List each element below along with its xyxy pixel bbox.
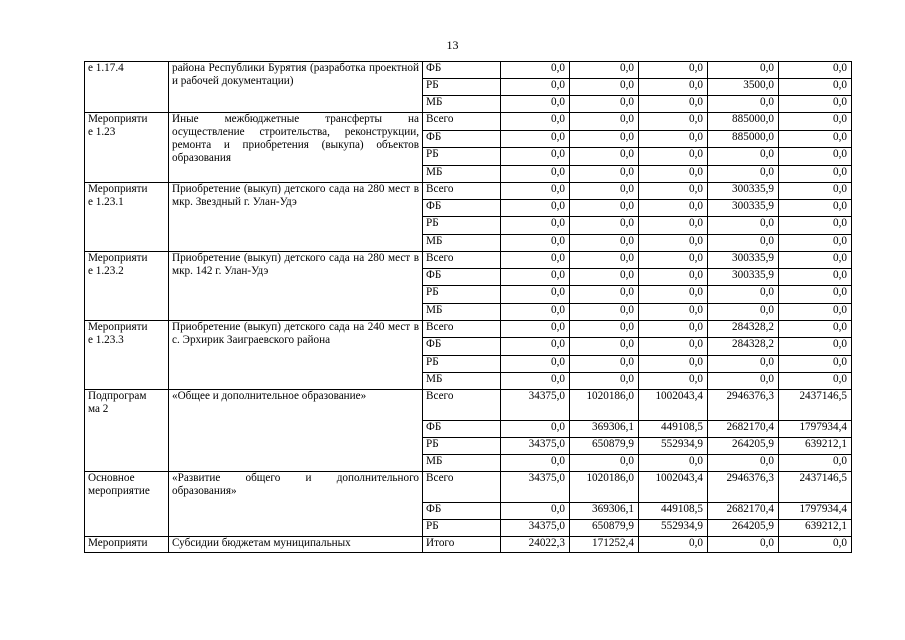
amount-cell: 449108,5: [639, 421, 708, 438]
item-code-cell: Мероприяти е 1.23.3: [85, 321, 169, 390]
funding-source-cell: ФБ: [423, 503, 501, 520]
amount-cell: 0,0: [570, 62, 639, 79]
amount-cell: 0,0: [501, 252, 570, 269]
amount-cell: 0,0: [570, 217, 639, 235]
amount-cell: 0,0: [570, 373, 639, 390]
amount-cell: 300335,9: [708, 252, 779, 269]
funding-source-cell: ФБ: [423, 269, 501, 286]
amount-cell: 639212,1: [779, 520, 852, 537]
amount-cell: 0,0: [779, 62, 852, 79]
funding-source-cell: РБ: [423, 148, 501, 166]
amount-cell: 0,0: [639, 217, 708, 235]
item-description-cell: Приобретение (выкуп) детского сада на 240 мест в с. Эрхирик Заиграевского района: [169, 321, 423, 390]
amount-cell: 0,0: [639, 235, 708, 252]
amount-cell: 1020186,0: [570, 390, 639, 421]
amount-cell: 0,0: [501, 286, 570, 304]
amount-cell: 0,0: [570, 252, 639, 269]
amount-cell: 0,0: [779, 304, 852, 321]
amount-cell: 0,0: [639, 148, 708, 166]
amount-cell: 0,0: [501, 166, 570, 183]
amount-cell: 0,0: [639, 455, 708, 472]
amount-cell: 284328,2: [708, 321, 779, 338]
amount-cell: 0,0: [708, 217, 779, 235]
funding-source-cell: РБ: [423, 217, 501, 235]
amount-cell: 369306,1: [570, 421, 639, 438]
amount-cell: 0,0: [639, 166, 708, 183]
amount-cell: 0,0: [779, 166, 852, 183]
item-description-cell: «Общее и дополнительное образование»: [169, 390, 423, 472]
amount-cell: 171252,4: [570, 537, 639, 553]
table-row: [85, 183, 852, 200]
amount-cell: 0,0: [639, 79, 708, 96]
item-code-cell: Мероприяти е 1.23.2: [85, 252, 169, 321]
amount-cell: 0,0: [501, 148, 570, 166]
amount-cell: 2437146,5: [779, 390, 852, 421]
amount-cell: 0,0: [501, 421, 570, 438]
funding-source-cell: ФБ: [423, 338, 501, 356]
amount-cell: 0,0: [570, 455, 639, 472]
amount-cell: 264205,9: [708, 438, 779, 455]
funding-source-cell: Всего: [423, 252, 501, 269]
amount-cell: 0,0: [570, 79, 639, 96]
amount-cell: 639212,1: [779, 438, 852, 455]
table-row: [85, 472, 852, 503]
amount-cell: 1020186,0: [570, 472, 639, 503]
amount-cell: 0,0: [639, 200, 708, 217]
item-code-cell: Мероприяти е 1.23: [85, 113, 169, 183]
amount-cell: 1797934,4: [779, 503, 852, 520]
amount-cell: 0,0: [639, 304, 708, 321]
amount-cell: 0,0: [779, 183, 852, 200]
amount-cell: 0,0: [639, 537, 708, 553]
amount-cell: 0,0: [501, 373, 570, 390]
amount-cell: 0,0: [708, 286, 779, 304]
amount-cell: 2946376,3: [708, 390, 779, 421]
amount-cell: 1002043,4: [639, 472, 708, 503]
funding-source-cell: Всего: [423, 390, 501, 421]
amount-cell: 0,0: [570, 235, 639, 252]
amount-cell: 264205,9: [708, 520, 779, 537]
amount-cell: 300335,9: [708, 200, 779, 217]
amount-cell: 885000,0: [708, 113, 779, 131]
amount-cell: 0,0: [639, 269, 708, 286]
amount-cell: 0,0: [501, 183, 570, 200]
item-code-cell: Мероприяти е 1.23.1: [85, 183, 169, 252]
amount-cell: 0,0: [501, 269, 570, 286]
amount-cell: 0,0: [779, 356, 852, 373]
funding-source-cell: РБ: [423, 438, 501, 455]
amount-cell: 552934,9: [639, 438, 708, 455]
table-row: [85, 537, 852, 553]
amount-cell: 0,0: [708, 62, 779, 79]
amount-cell: 0,0: [708, 455, 779, 472]
amount-cell: 0,0: [779, 235, 852, 252]
item-description-cell: «Развитие общего и дополнительного образования»: [169, 472, 423, 537]
amount-cell: 0,0: [708, 356, 779, 373]
funding-source-cell: ФБ: [423, 200, 501, 217]
amount-cell: 0,0: [639, 321, 708, 338]
amount-cell: 0,0: [501, 356, 570, 373]
amount-cell: 34375,0: [501, 438, 570, 455]
amount-cell: 0,0: [779, 286, 852, 304]
item-code-cell: Мероприяти: [85, 537, 169, 553]
amount-cell: 3500,0: [708, 79, 779, 96]
funding-source-cell: МБ: [423, 455, 501, 472]
funding-source-cell: Всего: [423, 183, 501, 200]
page-number: 13: [446, 38, 459, 52]
amount-cell: 0,0: [639, 183, 708, 200]
amount-cell: 0,0: [779, 113, 852, 131]
funding-source-cell: МБ: [423, 96, 501, 113]
amount-cell: 0,0: [570, 304, 639, 321]
item-code-cell: Подпрограм ма 2: [85, 390, 169, 472]
amount-cell: 0,0: [570, 166, 639, 183]
funding-source-cell: Всего: [423, 113, 501, 131]
amount-cell: 0,0: [639, 356, 708, 373]
item-code-cell: Основное мероприятие: [85, 472, 169, 537]
table-row: [85, 113, 852, 131]
amount-cell: 0,0: [779, 537, 852, 553]
amount-cell: 0,0: [779, 321, 852, 338]
amount-cell: 0,0: [570, 183, 639, 200]
amount-cell: 0,0: [570, 131, 639, 148]
item-description-cell: Приобретение (выкуп) детского сада на 280 мест в мкр. 142 г. Улан-Удэ: [169, 252, 423, 321]
amount-cell: 0,0: [639, 338, 708, 356]
funding-source-cell: ФБ: [423, 62, 501, 79]
amount-cell: 369306,1: [570, 503, 639, 520]
item-description-cell: Иные межбюджетные трансферты на осуществление строительства, реконструкции, ремонта и приобретения (выкупа) объектов образования: [169, 113, 423, 183]
amount-cell: 0,0: [501, 338, 570, 356]
amount-cell: 2437146,5: [779, 472, 852, 503]
amount-cell: 2946376,3: [708, 472, 779, 503]
amount-cell: 24022,3: [501, 537, 570, 553]
table-row: [85, 321, 852, 338]
amount-cell: 0,0: [779, 373, 852, 390]
amount-cell: 0,0: [570, 96, 639, 113]
item-description-cell: Субсидии бюджетам муниципальных: [169, 537, 423, 553]
amount-cell: 885000,0: [708, 131, 779, 148]
amount-cell: 0,0: [501, 79, 570, 96]
amount-cell: 0,0: [639, 373, 708, 390]
amount-cell: 0,0: [779, 79, 852, 96]
amount-cell: 0,0: [570, 269, 639, 286]
amount-cell: 0,0: [501, 200, 570, 217]
amount-cell: 0,0: [708, 235, 779, 252]
table-row: [85, 252, 852, 269]
amount-cell: 0,0: [501, 113, 570, 131]
amount-cell: 0,0: [501, 455, 570, 472]
item-code-cell: е 1.17.4: [85, 62, 169, 113]
amount-cell: 0,0: [779, 252, 852, 269]
amount-cell: 0,0: [639, 252, 708, 269]
amount-cell: 300335,9: [708, 269, 779, 286]
amount-cell: 650879,9: [570, 438, 639, 455]
amount-cell: 0,0: [501, 217, 570, 235]
funding-source-cell: РБ: [423, 356, 501, 373]
amount-cell: 0,0: [708, 148, 779, 166]
amount-cell: 650879,9: [570, 520, 639, 537]
funding-source-cell: МБ: [423, 373, 501, 390]
amount-cell: 0,0: [570, 321, 639, 338]
funding-source-cell: РБ: [423, 520, 501, 537]
funding-source-cell: МБ: [423, 304, 501, 321]
item-description-cell: Приобретение (выкуп) детского сада на 280 мест в мкр. Звездный г. Улан-Удэ: [169, 183, 423, 252]
amount-cell: 0,0: [570, 200, 639, 217]
item-description-cell: района Республики Бурятия (разработка проектной и рабочей документации): [169, 62, 423, 113]
funding-source-cell: МБ: [423, 166, 501, 183]
amount-cell: 0,0: [779, 200, 852, 217]
table-body: [85, 62, 852, 553]
funding-source-cell: РБ: [423, 286, 501, 304]
table-row: [85, 62, 852, 79]
funding-source-cell: Всего: [423, 321, 501, 338]
amount-cell: 0,0: [639, 62, 708, 79]
amount-cell: 0,0: [779, 217, 852, 235]
amount-cell: 0,0: [779, 455, 852, 472]
amount-cell: 0,0: [639, 96, 708, 113]
amount-cell: 0,0: [501, 62, 570, 79]
amount-cell: 0,0: [708, 373, 779, 390]
amount-cell: 2682170,4: [708, 503, 779, 520]
amount-cell: 0,0: [501, 235, 570, 252]
amount-cell: 0,0: [570, 286, 639, 304]
amount-cell: 0,0: [779, 269, 852, 286]
amount-cell: 0,0: [639, 113, 708, 131]
amount-cell: 1797934,4: [779, 421, 852, 438]
amount-cell: 0,0: [708, 96, 779, 113]
funding-source-cell: Всего: [423, 472, 501, 503]
budget-table: [84, 61, 852, 553]
amount-cell: 0,0: [501, 321, 570, 338]
table-row: [85, 390, 852, 421]
amount-cell: 0,0: [570, 338, 639, 356]
amount-cell: 2682170,4: [708, 421, 779, 438]
amount-cell: 0,0: [570, 356, 639, 373]
funding-source-cell: ФБ: [423, 421, 501, 438]
amount-cell: 0,0: [570, 148, 639, 166]
amount-cell: 34375,0: [501, 472, 570, 503]
amount-cell: 0,0: [570, 113, 639, 131]
amount-cell: 0,0: [779, 96, 852, 113]
amount-cell: 0,0: [501, 131, 570, 148]
amount-cell: 0,0: [708, 537, 779, 553]
funding-source-cell: Итого: [423, 537, 501, 553]
amount-cell: 0,0: [639, 131, 708, 148]
amount-cell: 0,0: [501, 304, 570, 321]
amount-cell: 1002043,4: [639, 390, 708, 421]
amount-cell: 34375,0: [501, 520, 570, 537]
amount-cell: 552934,9: [639, 520, 708, 537]
funding-source-cell: МБ: [423, 235, 501, 252]
funding-source-cell: ФБ: [423, 131, 501, 148]
amount-cell: 0,0: [501, 503, 570, 520]
amount-cell: 0,0: [779, 131, 852, 148]
funding-source-cell: РБ: [423, 79, 501, 96]
amount-cell: 449108,5: [639, 503, 708, 520]
amount-cell: 0,0: [639, 286, 708, 304]
amount-cell: 284328,2: [708, 338, 779, 356]
amount-cell: 0,0: [501, 96, 570, 113]
amount-cell: 0,0: [779, 338, 852, 356]
amount-cell: 34375,0: [501, 390, 570, 421]
amount-cell: 300335,9: [708, 183, 779, 200]
amount-cell: 0,0: [708, 166, 779, 183]
amount-cell: 0,0: [708, 304, 779, 321]
amount-cell: 0,0: [779, 148, 852, 166]
